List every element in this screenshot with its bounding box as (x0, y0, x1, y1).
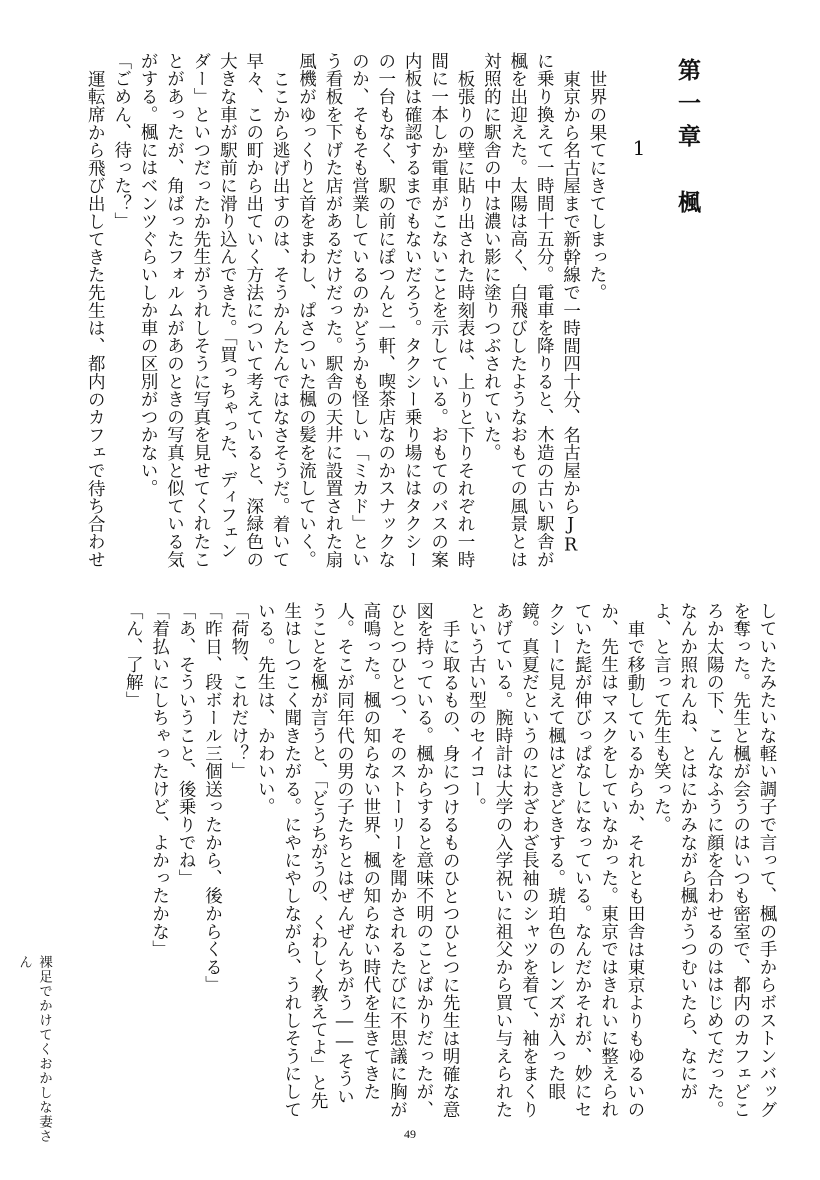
paragraph: 車で移動しているからか、それとも田舎は東京よりもゆるいのか、先生はマスクをしていなかった。東京ではきれいに整えられていた髭が伸びっぱなしになっている。なんだかそれが、妙にセクシーに見えて楓はどきどきする。琥珀色のレンズが入った眼鏡。真夏だというのにわざわざ長袖のシャツを着て、袖をまくりあげている。腕時計は大学の入学祝いに祖父から買い与えられたという古い型のセイコー。 (466, 602, 645, 1119)
dialogue-line: 「ん、了解」 (123, 602, 144, 709)
dialogue-line: 「着払いにしちゃったけど、よかったかな」 (149, 602, 170, 958)
dialogue-line: 「荷物、これだけ？」 (228, 602, 249, 780)
lower-text-block (64, 602, 780, 1122)
dialogue-line: 「ごめん、待った？」 (111, 52, 132, 230)
paragraph: ここから逃げ出すのは、そうかんたんではなさそうだ。着いて早々、この町から出ていく方法について考えていると、深緑色の大きな車が駅前に滑り込んできた。「買っちゃった、ディフェンダー」といつだったか先生がうれしそうに写真を見せてくれたことがあったが、角ばったフォルムがあのときの写真と似ている気がする。楓にはベンツぐらいしか車の区別がつかない。 (138, 52, 291, 569)
chapter-title: 第一章 楓 (674, 58, 701, 223)
paragraph: していたみたいな軽い調子で言って、楓の手からボストンバッグを奪った。先生と楓が会うのはいつも密室で、都内のカフェどころか太陽の下、こんなふうに顔を合わせるのははじめてだった。なんか照れんね、とはにかみながら楓がうつむいたら、なにがよ、と言って先生も笑った。 (651, 602, 777, 1119)
paragraph: 板張りの壁に貼り出された時刻表は、上りと下りそれぞれ一時間に一本しか電車がこないことを示している。おもてのバスの案内板は確認するまでもないだろう。タクシー乗り場にはタクシーの一台もなく、駅の前にぽつんと一軒、喫茶店なのかスナックなのか、そもそも営業しているのかどうかも怪しい「ミカド」という看板を下げた店があるだけだった。駅舎の天井に設置された扇風機がゆっくりと首をまわし、ぱさついた楓の髪を流していく。 (296, 52, 475, 569)
upper-text-block (64, 52, 610, 572)
paragraph: 手に取るもの、身につけるものひとつひとつに先生は明確な意図を持っている。楓からすると意味不明のことばかりだったが、ひとつひとつ、そのストーリーを聞かされるたびに不思議に胸が高鳴った。楓の知らない世界、楓の知らない時代を生きてきた人。そこが同年代の男の子たちとはぜんぜんちがう――そういうことを楓が言うと、「どうちがうの、くわしく教えてよ」と先生はしつこく聞きたがる。にやにやしながら、うれしそうにしている。先生は、かわいい。 (255, 602, 461, 1119)
dialogue-line: 「昨日、段ボール三個送ったから、後からくる」 (202, 602, 223, 994)
paragraph: 東京から名古屋まで新幹線で一時間四十分、名古屋からJRに乗り換えて一時間十五分。電車を降りると、木造の古い駅舎が楓を出迎えた。太陽は高く、白飛びしたようなおもての風景とは対照的に駅舎の中は濃い影に塗りつぶされていた。 (481, 52, 581, 569)
dialogue-line: 「あ、そういうこと、後乗りでね」 (176, 602, 197, 887)
running-title: 裸足でかけてくおかしな妻さん (16, 955, 52, 1144)
paragraph: 運転席から飛び出してきた先生は、都内のカフェで待ち合わせ (85, 69, 106, 568)
chapter-heading (612, 52, 702, 572)
section-number: 1 (627, 136, 651, 160)
page-number: 49 (404, 1127, 416, 1141)
paragraph: 世界の果てにきてしまった。 (587, 69, 607, 301)
